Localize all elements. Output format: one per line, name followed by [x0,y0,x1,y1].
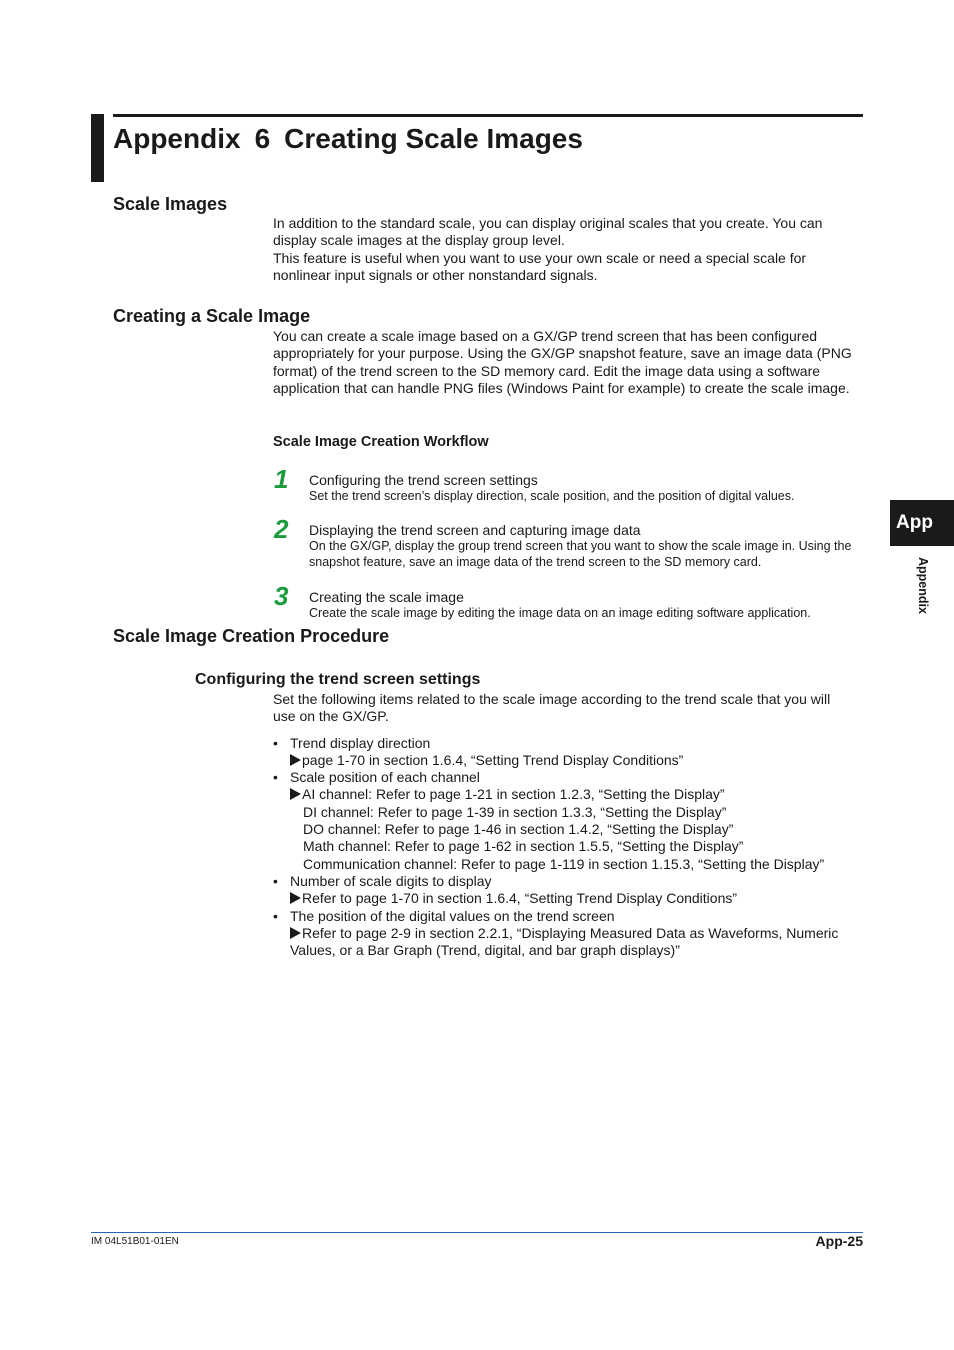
appendix-side-label: Appendix [916,557,930,614]
reference-line [290,890,737,907]
reference-line [290,925,838,942]
bullet-marker: • [273,873,278,889]
paragraph: Set the following items related to the scale image according to the trend scale that you will use on the GX/GP. [273,691,831,725]
reference-arrow-icon [290,892,301,904]
step-number-3: 3 [274,581,289,611]
reference-text: Refer to page 1-70 in section 1.6.4, “Setting Trend Display Conditions” [302,890,738,906]
reference-text: Values, or a Bar Graph (Trend, digital, and bar graph displays)” [290,942,680,958]
step-number-2: 2 [274,514,289,544]
bullet-marker: • [273,735,278,751]
step-desc-1: Set the trend screen’s display direction, scale position, and the position of digital values. [309,489,795,503]
footer-page-number: App-25 [815,1233,863,1249]
reference-text: AI channel: Refer to page 1-21 in section 1.2.3, “Setting the Display” [302,786,725,802]
bullet-label-2: Scale position of each channel [290,769,480,785]
bullet-label-3: Number of scale digits to display [290,873,492,889]
reference-text: page 1-70 in section 1.6.4, “Setting Trend Display Conditions” [302,752,684,768]
bullet-marker: • [273,769,278,785]
reference-line [290,752,683,769]
title-text: Creating Scale Images [284,123,583,154]
footer-doc-id: IM 04L51B01-01EN [91,1236,179,1247]
title-accent-bar [91,114,104,182]
footer-rule [91,1232,863,1233]
step-title-1: Configuring the trend screen settings [309,472,538,488]
appendix-tab[interactable] [890,500,954,546]
bullet-label-1: Trend display direction [290,735,431,751]
reference-line [290,786,725,803]
reference-text: DO channel: Refer to page 1-46 in section 1.4.2, “Setting the Display” [303,821,734,837]
reference-text: Communication channel: Refer to page 1-119 in section 1.15.3, “Setting the Display” [303,856,825,872]
reference-text: Math channel: Refer to page 1-62 in section 1.5.5, “Setting the Display” [303,838,744,854]
scale-images-body [273,215,853,285]
reference-arrow-icon [290,927,301,939]
creating-body [273,328,853,398]
paragraph: In addition to the standard scale, you can display original scales that you create. You can display scale images at the display group level. [273,215,823,249]
step-title-3: Creating the scale image [309,589,464,605]
step-desc-2: On the GX/GP, display the group trend screen that you want to show the scale image in. Using the snapshot feature, save an image data of the trend screen to the SD memory card. [309,539,852,569]
heading-procedure: Scale Image Creation Procedure [113,626,390,646]
reference-text: Refer to page 2-9 in section 2.2.1, “Displaying Measured Data as Waveforms, Numeric [302,925,839,941]
reference-arrow-icon [290,754,301,766]
appendix-tab-label: App [896,512,933,533]
reference-arrow-icon [290,788,301,800]
heading-creating-scale-image: Creating a Scale Image [113,306,311,326]
step-title-2: Displaying the trend screen and capturing image data [309,522,641,538]
reference-text: DI channel: Refer to page 1-39 in section 1.3.3, “Setting the Display” [303,804,727,820]
bullet-marker: • [273,908,278,924]
title-rule [113,114,863,117]
page-title [113,121,583,157]
procedure-intro [273,691,853,726]
heading-scale-images: Scale Images [113,194,228,214]
paragraph: You can create a scale image based on a GX/GP trend screen that has been configured appropriately for your purpose. Using the GX/GP snapshot feature, save an image data (PNG format) of the trend screen to the SD memory card. Edit the image data using a software application that can handle PNG files (Windows Paint for example) to create the scale image. [273,328,852,397]
bullet-label-4: The position of the digital values on the trend screen [290,908,615,924]
heading-configuring-trend: Configuring the trend screen settings [195,671,481,688]
step-number-1: 1 [274,464,289,494]
heading-workflow: Scale Image Creation Workflow [273,434,489,450]
paragraph: This feature is useful when you want to use your own scale or need a special scale for nonlinear input signals or other nonstandard signals. [273,249,807,284]
step-desc-3: Create the scale image by editing the image data on an image editing software application. [309,606,811,620]
title-number: 6 [254,123,271,154]
title-prefix: Appendix [113,123,241,154]
